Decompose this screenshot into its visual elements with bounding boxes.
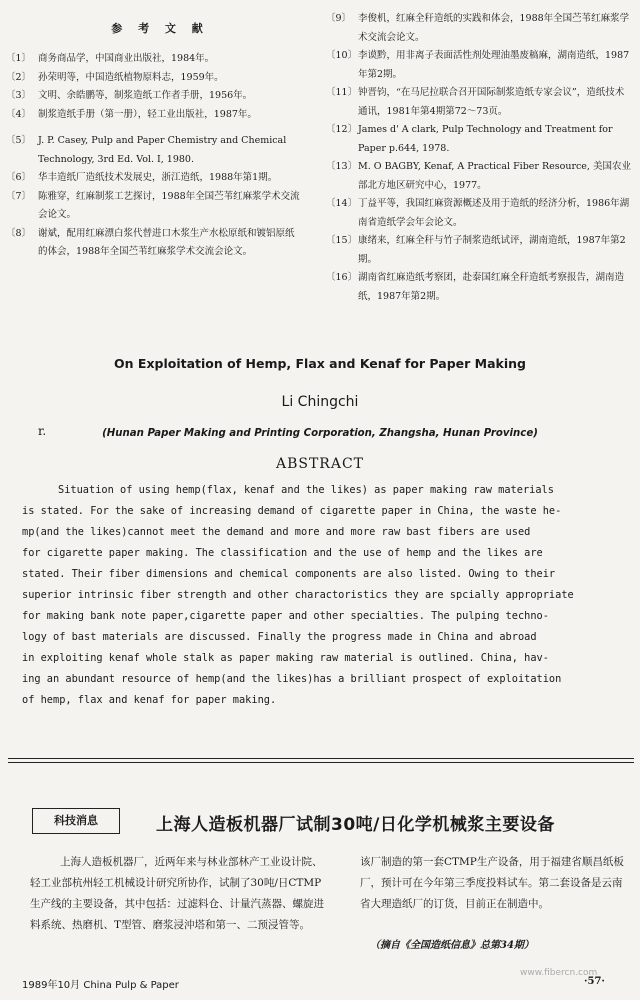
reference-number: 〔10〕 — [326, 50, 358, 61]
abstract-line: is stated. For the sake of increasing demand of cigarette paper in China, the waste he- — [22, 505, 562, 517]
news-right-text: 该厂制造的第一套CTMP生产设备，用于福建省顺昌纸板厂，预计可在今年第三季度投料试车。第二套设备是云南省大理造纸厂的订货，目前正在制造中。 — [360, 856, 624, 910]
reference-item — [320, 47, 632, 84]
reference-text: M. O BAGBY, Kenaf, A Practical Fiber Resource, 美国农业部北方地区研究中心，1977。 — [358, 161, 631, 191]
reference-item — [0, 188, 300, 225]
reference-text: 丁益平等，我国红麻资源概述及用于造纸的经济分析，1986年湖南省造纸学会年会论文。 — [358, 198, 630, 228]
reference-number: 〔4〕 — [6, 108, 32, 120]
reference-text: 李俊机，红麻全秆造纸的实践和体会，1988年全国苎苇红麻浆学术交流会论文。 — [358, 13, 630, 43]
abstract-body — [22, 480, 624, 711]
abstract-line: ing an abundant resource of hemp(and the likes)has a brilliant prospect of exploitation — [22, 673, 562, 685]
news-source: （摘自《全国造纸信息》总第34期） — [370, 940, 534, 951]
reference-item — [320, 10, 632, 47]
reference-number: 〔2〕 — [6, 71, 32, 83]
news-title: 上海人造板机器厂试制30吨/日化学机械浆主要设备 — [156, 815, 555, 835]
section-divider-top — [8, 758, 634, 759]
abstract-line: for cigarette paper making. The classification and the use of hemp and the likes are — [22, 547, 543, 559]
abstract-line: for making bank note paper,cigarette paper and other specialties. The pulping techno- — [22, 610, 549, 622]
abstract-heading: ABSTRACT — [275, 456, 365, 472]
reference-number: 〔12〕 — [326, 124, 358, 135]
reference-item — [320, 195, 632, 232]
reference-number: 〔7〕 — [6, 190, 32, 202]
paper-author: Li Chingchi — [281, 394, 359, 410]
reference-text: 李谟黔，用非离子表面活性剂处理油墨废稿麻，湖南造纸，1987年第2期。 — [358, 50, 630, 80]
reference-text: 湖南省红麻造纸考察团，赴泰国红麻全秆造纸考察报告，湖南造纸，1987年第2期。 — [358, 272, 625, 302]
references-title: 参 考 文 献 — [111, 22, 209, 35]
abstract-line: logy of bast materials are discussed. Finally the progress made in China and abroad — [22, 631, 537, 643]
reference-text: 制浆造纸手册（第一册），轻工业出版社，1987年。 — [38, 108, 257, 120]
reference-text: 文明、余皓鹏等，制浆造纸工作者手册，1956年。 — [38, 90, 253, 101]
reference-number: 〔14〕 — [326, 198, 358, 209]
reference-number: 〔3〕 — [6, 90, 32, 101]
paper-affiliation: (Hunan Paper Making and Printing Corporation, Zhangsha, Hunan Province) — [102, 428, 538, 439]
reference-text: 陈雅穿，红麻制浆工艺探讨，1988年全国苎苇红麻浆学术交流会论文。 — [38, 190, 300, 220]
reference-number: 〔15〕 — [326, 235, 358, 246]
reference-number: 〔11〕 — [326, 87, 358, 98]
reference-text: 孙荣明等，中国造纸植物原料志，1959年。 — [38, 71, 224, 83]
abstract-line: superior intrinsic fiber strength and other charactoristics they are spcially appropriate — [22, 589, 574, 601]
news-tag: 科技消息 — [32, 808, 120, 834]
reference-number: 〔13〕 — [326, 161, 358, 172]
reference-text: James d' A clark, Pulp Technology and Treatment for Paper p.644, 1978. — [358, 124, 613, 154]
reference-item — [320, 121, 632, 158]
reference-text: 谢斌，配用红麻漂白浆代替进口木浆生产水松原纸和镀铝原纸的体会，1988年全国苎苇红麻浆学术交流会论文。 — [38, 227, 295, 257]
abstract-line: Situation of using hemp(flax, kenaf and the likes) as paper making raw materials — [58, 484, 554, 496]
section-divider-bottom — [8, 762, 634, 763]
reference-item — [320, 232, 632, 269]
reference-text: 商务商品学，中国商业出版社，1984年。 — [38, 53, 215, 64]
stray-mark: r. — [38, 424, 47, 438]
watermark: www.fibercn.com — [520, 968, 598, 978]
abstract-line: of hemp, flax and kenaf for paper making. — [22, 694, 277, 706]
footer-issue: 1989年10月 China Pulp & Paper — [22, 980, 179, 991]
reference-item — [320, 158, 632, 195]
reference-number: 〔8〕 — [6, 227, 32, 239]
reference-text: 康绪来，红麻全秆与竹子制浆造纸试评，湖南造纸，1987年第2期。 — [358, 235, 626, 265]
reference-text: 华丰造纸厂造纸技术发展史，浙江造纸，1988年第1期。 — [38, 172, 278, 183]
reference-number: 〔5〕 — [6, 135, 32, 146]
reference-item — [0, 106, 300, 125]
reference-item — [0, 50, 300, 69]
reference-item — [320, 269, 632, 306]
reference-number: 〔1〕 — [6, 53, 32, 64]
page-number: ·57· — [584, 976, 605, 987]
abstract-line: in exploiting kenaf whole stalk as paper making raw material is outlined. China, hav- — [22, 652, 549, 664]
reference-item — [0, 132, 300, 169]
reference-item — [0, 69, 300, 88]
abstract-line: stated. Their fiber dimensions and chemical components are also listed. Owing to their — [22, 568, 556, 580]
reference-item — [0, 225, 300, 262]
references-right-column — [320, 10, 632, 306]
reference-item — [0, 169, 300, 188]
paper-title: On Exploitation of Hemp, Flax and Kenaf for Paper Making — [114, 356, 526, 371]
reference-number: 〔16〕 — [326, 272, 358, 283]
reference-number: 〔6〕 — [6, 172, 32, 183]
references-left-column — [0, 50, 300, 262]
reference-number: 〔9〕 — [326, 13, 352, 24]
news-left-text: 上海人造板机器厂，近两年来与林业部林产工业设计院、轻工业部杭州轻工机械设计研究所协作，试制了30吨/日CTMP生产线的主要设备，其中包括：过滤料仓、计量汽蒸器、螺旋进料系统、热磨机、T型管、磨浆浸沖塔和第一、二预浸管等。 — [30, 856, 324, 931]
reference-text: 钟晋钧，“在马尼拉联合召开国际制浆造纸专家会议”，造纸技术通讯，1981年第4期第72～73页。 — [358, 87, 625, 117]
reference-text: J. P. Casey, Pulp and Paper Chemistry and Chemical Technology, 3rd Ed. Vol. I, 1980. — [38, 135, 287, 165]
reference-item — [320, 84, 632, 121]
abstract-line: mp(and the likes)cannot meet the demand and more and more raw bast fibers are used — [22, 526, 531, 538]
reference-item — [0, 87, 300, 106]
